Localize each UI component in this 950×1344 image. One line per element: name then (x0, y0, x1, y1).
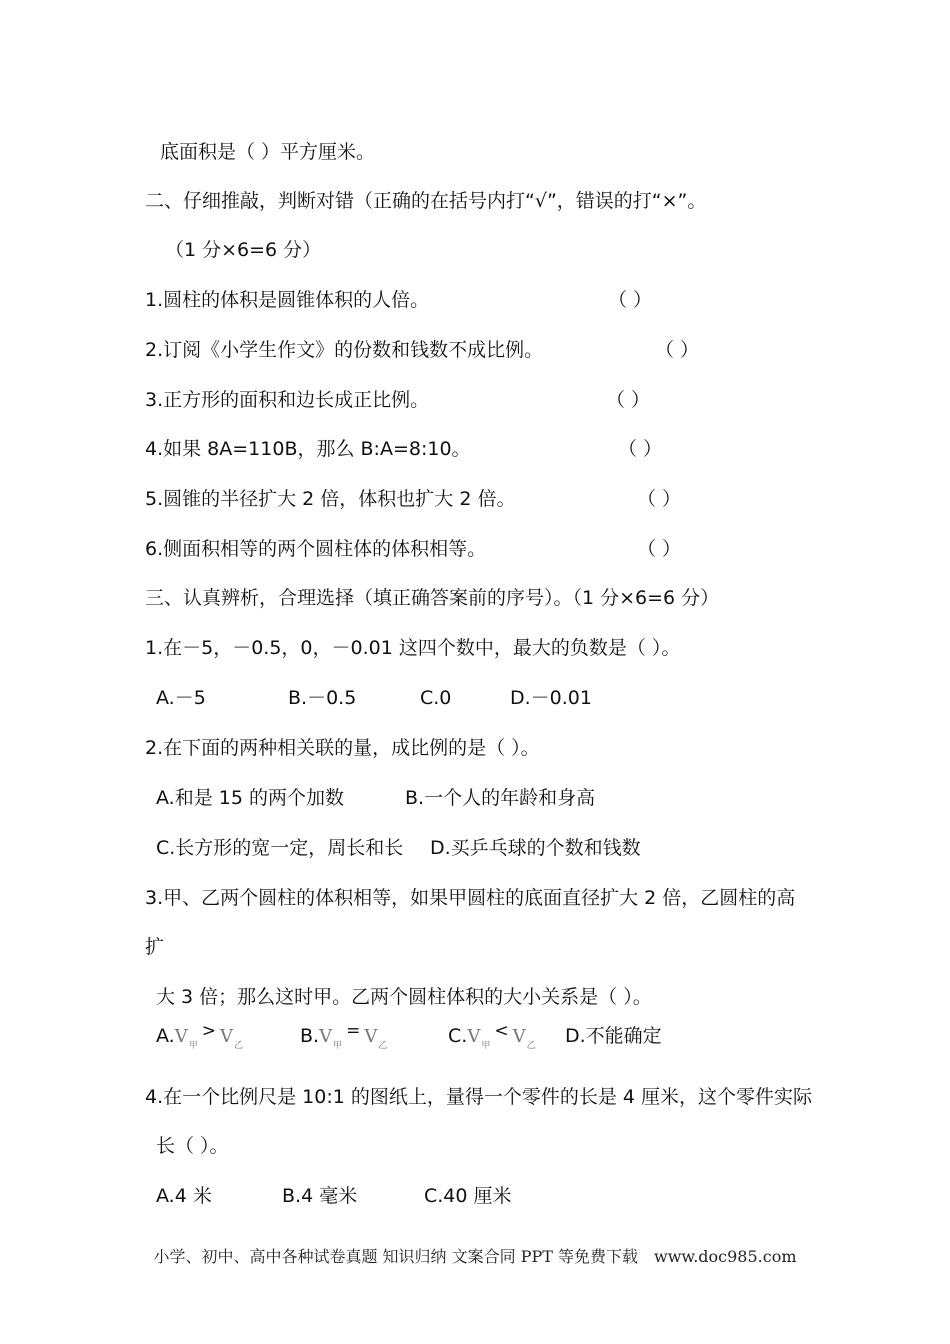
judge-paren-6[interactable]: （ ） (637, 538, 682, 560)
section2-score: （1 分×6=6 分） (165, 239, 322, 261)
v-yi: $V_乙$ (512, 1026, 536, 1051)
q2-option-c[interactable]: C.长方形的宽一定，周长和长 (156, 837, 404, 859)
choice-q3-line3: 大 3 倍；那么这时甲。乙两个圆柱体积的大小关系是（ ）。 (156, 986, 652, 1008)
q4-option-b[interactable]: B.4 毫米 (282, 1185, 358, 1207)
judge-item-2: 2.订阅《小学生作文》的份数和钱数不成比例。 (145, 339, 544, 361)
q4-option-c[interactable]: C.40 厘米 (424, 1185, 512, 1207)
q1-option-a[interactable]: A.－5 (156, 687, 206, 709)
relation-gt: > (201, 1021, 216, 1041)
q3-option-b-label: B. (300, 1025, 320, 1047)
q3-option-d[interactable]: D.不能确定 (565, 1025, 662, 1047)
v-jia: $V_甲$ (467, 1026, 491, 1051)
choice-q1: 1.在－5，－0.5，0，－0.01 这四个数中，最大的负数是（ ）。 (145, 637, 681, 659)
choice-q4-line1: 4.在一个比例尺是 10:1 的图纸上，量得一个零件的长是 4 厘米，这个零件实际 (145, 1086, 813, 1108)
q2-option-b[interactable]: B.一个人的年龄和身高 (405, 787, 596, 809)
judge-paren-4[interactable]: （ ） (618, 438, 663, 460)
q3-option-b[interactable] (300, 1023, 387, 1059)
v-yi: $V_乙$ (364, 1026, 388, 1051)
top-line: 底面积是（ ）平方厘米。 (160, 141, 376, 163)
section3-title: 三、认真辨析，合理选择（填正确答案前的序号）。（1 分×6=6 分） (145, 587, 720, 609)
choice-q3-line2: 扩 (145, 936, 165, 958)
judge-paren-2[interactable]: （ ） (655, 339, 700, 361)
judge-item-1: 1.圆柱的体积是圆锥体积的人倍。 (145, 289, 430, 311)
judge-item-6: 6.侧面积相等的两个圆柱体的体积相等。 (145, 538, 487, 560)
q1-option-b[interactable]: B.－0.5 (288, 687, 357, 709)
judge-paren-1[interactable]: （ ） (608, 289, 653, 311)
choice-q3-line1: 3.甲、乙两个圆柱的体积相等，如果甲圆柱的底面直径扩大 2 倍，乙圆柱的高 (145, 887, 796, 909)
v-jia: $V_甲$ (174, 1026, 198, 1051)
q3-option-a[interactable] (156, 1023, 243, 1059)
q3-option-c[interactable] (448, 1023, 536, 1059)
judge-paren-3[interactable]: （ ） (606, 389, 651, 411)
q3-option-a-label: A. (156, 1025, 175, 1047)
q1-option-d[interactable]: D.－0.01 (510, 687, 592, 709)
judge-item-4: 4.如果 8A=110B，那么 B:A=8:10。 (145, 438, 471, 460)
choice-q2: 2.在下面的两种相关联的量，成比例的是（ ）。 (145, 737, 540, 759)
relation-lt: < (494, 1021, 509, 1041)
page-footer: 小学、初中、高中各种试卷真题 知识归纳 文案合同 PPT 等免费下载 www.doc985.com (153, 1247, 797, 1266)
judge-paren-5[interactable]: （ ） (637, 488, 682, 510)
choice-q4-line2: 长（ ）。 (156, 1135, 229, 1157)
v-jia: $V_甲$ (319, 1026, 343, 1051)
judge-item-3: 3.正方形的面积和边长成正比例。 (145, 389, 430, 411)
judge-item-5: 5.圆锥的半径扩大 2 倍，体积也扩大 2 倍。 (145, 488, 516, 510)
q4-option-a[interactable]: A.4 米 (156, 1185, 212, 1207)
q2-option-a[interactable]: A.和是 15 的两个加数 (156, 787, 344, 809)
q3-option-c-label: C. (448, 1025, 468, 1047)
v-yi: $V_乙$ (219, 1026, 243, 1051)
relation-eq: = (346, 1021, 361, 1041)
q1-option-c[interactable]: C.0 (420, 687, 452, 709)
q2-option-d[interactable]: D.买乒乓球的个数和钱数 (430, 837, 641, 859)
section2-title: 二、仔细推敲，判断对错（正确的在括号内打“√”，错误的打“×”。 (145, 190, 707, 212)
